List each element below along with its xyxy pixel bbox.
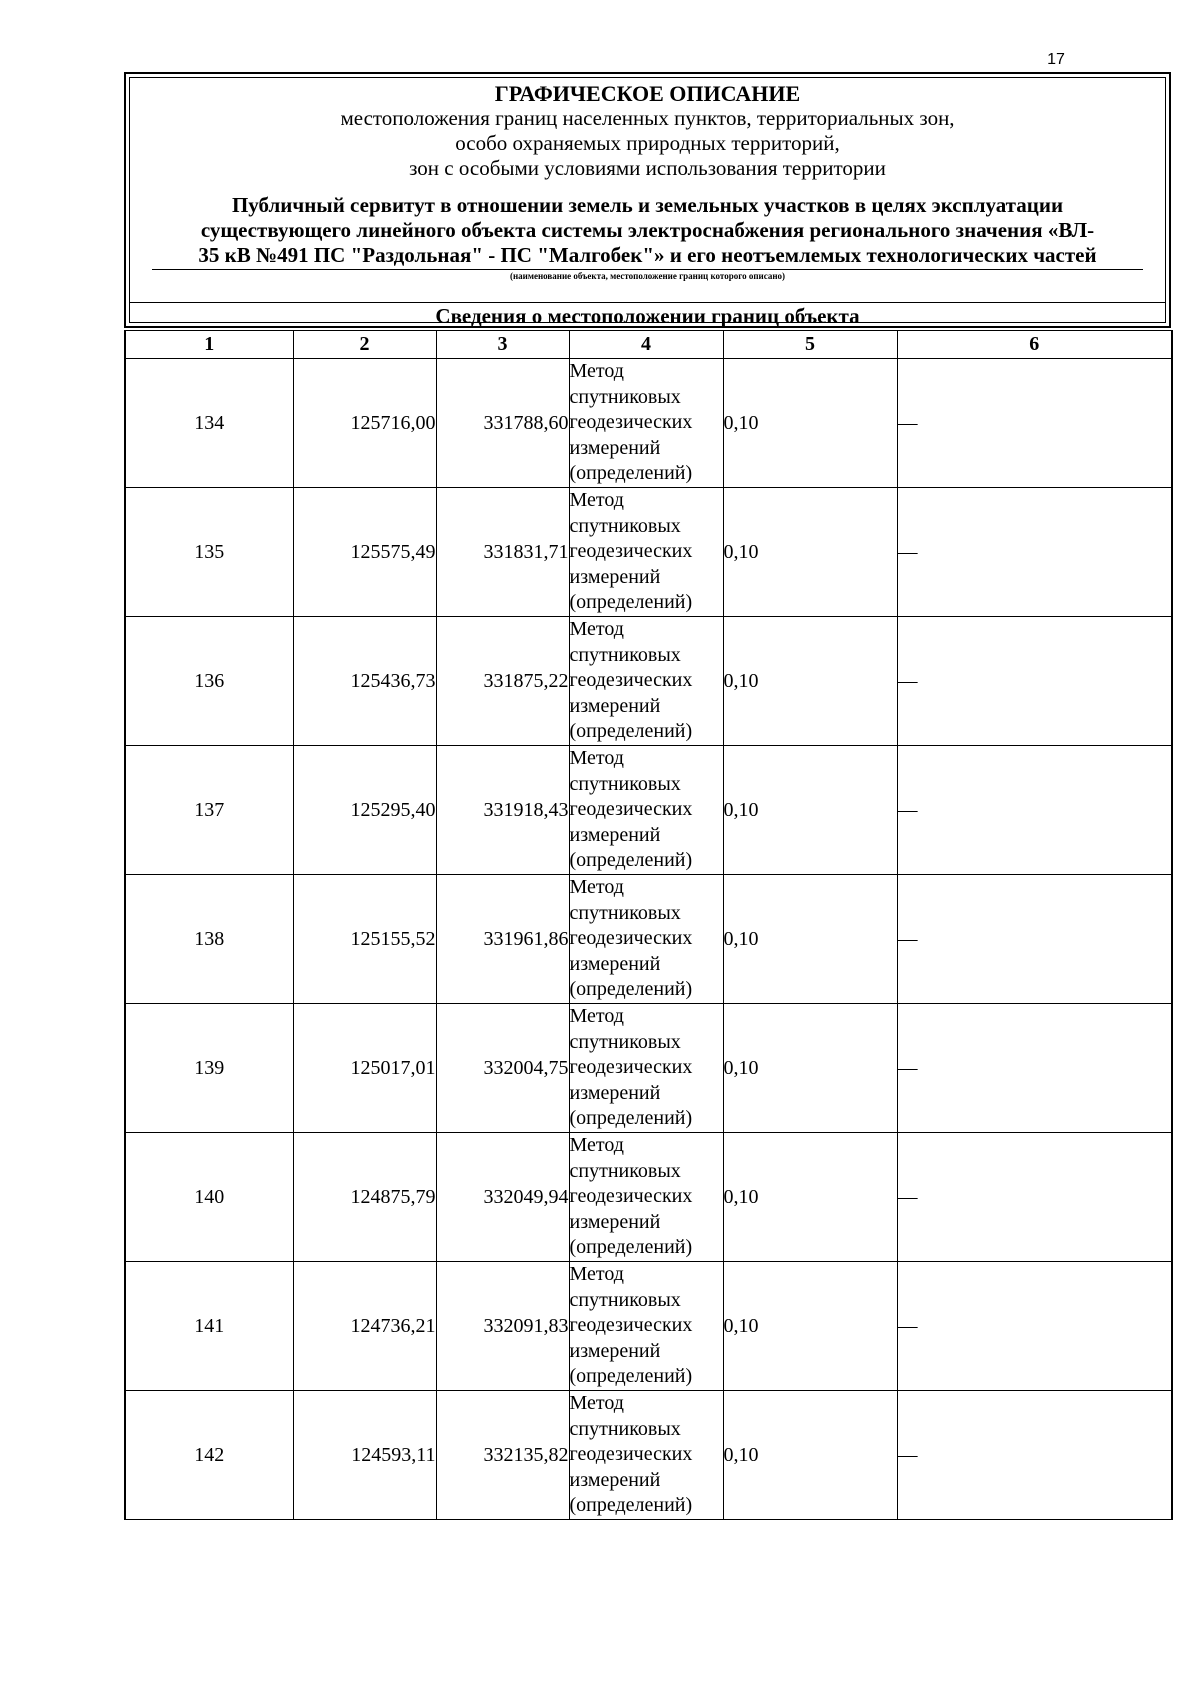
method-line: геодезических <box>569 1314 693 1337</box>
x-coordinate-cell: 125017,01 <box>293 1004 436 1133</box>
point-number-cell: 135 <box>125 488 293 617</box>
y-coordinate-cell: 331961,86 <box>436 875 569 1004</box>
method-line: геодезических <box>569 1443 693 1466</box>
method-line: спутниковых <box>569 514 681 537</box>
description-cell: — <box>897 1262 1172 1391</box>
point-number-cell: 136 <box>125 617 293 746</box>
accuracy-cell: 0,10 <box>723 1133 897 1262</box>
table-body <box>125 359 1172 1520</box>
method-line: Метод <box>569 489 624 512</box>
method-line: геодезических <box>569 1185 693 1208</box>
method-line: измерений <box>569 1210 661 1233</box>
method-line: (определений) <box>569 1494 693 1517</box>
description-cell: — <box>897 617 1172 746</box>
table-row <box>125 488 1172 617</box>
table-row <box>125 1391 1172 1520</box>
header-frame <box>124 72 1171 328</box>
accuracy-cell: 0,10 <box>723 1004 897 1133</box>
method-line: (определений) <box>569 591 693 614</box>
method-cell <box>569 1262 723 1391</box>
x-coordinate-cell: 124736,21 <box>293 1262 436 1391</box>
x-coordinate-cell: 124593,11 <box>293 1391 436 1520</box>
accuracy-cell: 0,10 <box>723 1391 897 1520</box>
x-coordinate-cell: 125436,73 <box>293 617 436 746</box>
object-name <box>152 193 1143 268</box>
column-header-2: 2 <box>293 331 436 359</box>
y-coordinate-cell: 332135,82 <box>436 1391 569 1520</box>
y-coordinate-cell: 332091,83 <box>436 1262 569 1391</box>
table-row <box>125 617 1172 746</box>
column-header-5: 5 <box>723 331 897 359</box>
description-cell: — <box>897 1004 1172 1133</box>
method-line: (определений) <box>569 1236 693 1259</box>
method-line: (определений) <box>569 1107 693 1130</box>
x-coordinate-cell: 124875,79 <box>293 1133 436 1262</box>
method-line: геодезических <box>569 798 693 821</box>
accuracy-cell: 0,10 <box>723 1262 897 1391</box>
method-cell <box>569 1391 723 1520</box>
accuracy-cell: 0,10 <box>723 875 897 1004</box>
x-coordinate-cell: 125716,00 <box>293 359 436 488</box>
subtitle-line: местоположения границ населенных пунктов, территориальных зон, <box>340 106 955 130</box>
method-line: спутниковых <box>569 772 681 795</box>
point-number-cell: 134 <box>125 359 293 488</box>
method-cell <box>569 617 723 746</box>
description-cell: — <box>897 1391 1172 1520</box>
accuracy-cell: 0,10 <box>723 488 897 617</box>
y-coordinate-cell: 331875,22 <box>436 617 569 746</box>
method-line: геодезических <box>569 1056 693 1079</box>
point-number-cell: 142 <box>125 1391 293 1520</box>
method-line: Метод <box>569 1392 624 1415</box>
method-line: геодезических <box>569 540 693 563</box>
method-line: геодезических <box>569 669 693 692</box>
method-line: спутниковых <box>569 901 681 924</box>
table-row <box>125 1004 1172 1133</box>
object-name-line: Публичный сервитут в отношении земель и земельных участков в целях эксплуатации <box>231 193 1064 217</box>
point-number-cell: 139 <box>125 1004 293 1133</box>
point-number-cell: 141 <box>125 1262 293 1391</box>
y-coordinate-cell: 331831,71 <box>436 488 569 617</box>
method-line: спутниковых <box>569 1030 681 1053</box>
method-cell <box>569 875 723 1004</box>
method-line: измерений <box>569 952 661 975</box>
method-line: измерений <box>569 694 661 717</box>
method-line: измерений <box>569 1081 661 1104</box>
y-coordinate-cell: 331918,43 <box>436 746 569 875</box>
object-caption: (наименование объекта, местоположение границ которого описано) <box>509 271 786 281</box>
document-subtitle <box>130 106 1165 181</box>
method-cell <box>569 1004 723 1133</box>
subtitle-line: особо охраняемых природных территорий, <box>455 131 840 155</box>
method-line: (определений) <box>569 462 693 485</box>
method-cell <box>569 488 723 617</box>
method-line: спутниковых <box>569 643 681 666</box>
column-header-1: 1 <box>125 331 293 359</box>
table-row <box>125 746 1172 875</box>
method-line: (определений) <box>569 720 693 743</box>
method-line: Метод <box>569 360 624 383</box>
description-cell: — <box>897 488 1172 617</box>
method-line: измерений <box>569 1339 661 1362</box>
method-line: Метод <box>569 747 624 770</box>
column-header-6: 6 <box>897 331 1172 359</box>
table-row <box>125 359 1172 488</box>
point-number-cell: 140 <box>125 1133 293 1262</box>
coordinates-table <box>124 330 1173 1520</box>
table-row <box>125 1133 1172 1262</box>
table-row <box>125 875 1172 1004</box>
point-number-cell: 137 <box>125 746 293 875</box>
method-line: измерений <box>569 436 661 459</box>
x-coordinate-cell: 125575,49 <box>293 488 436 617</box>
y-coordinate-cell: 331788,60 <box>436 359 569 488</box>
method-line: измерений <box>569 565 661 588</box>
section-divider <box>130 302 1165 303</box>
page-number: 17 <box>1047 51 1065 68</box>
method-line: спутниковых <box>569 1288 681 1311</box>
method-line: Метод <box>569 618 624 641</box>
section-title: Сведения о местоположении границ объекта <box>435 304 860 328</box>
x-coordinate-cell: 125155,52 <box>293 875 436 1004</box>
description-cell: — <box>897 359 1172 488</box>
method-line: спутниковых <box>569 1417 681 1440</box>
method-line: (определений) <box>569 849 693 872</box>
object-name-underline <box>152 269 1143 270</box>
method-line: Метод <box>569 1263 624 1286</box>
subtitle-line: зон с особыми условиями использования территории <box>409 156 886 180</box>
method-line: измерений <box>569 823 661 846</box>
method-line: Метод <box>569 1005 624 1028</box>
method-line: спутниковых <box>569 385 681 408</box>
y-coordinate-cell: 332004,75 <box>436 1004 569 1133</box>
object-name-line: существующего линейного объекта системы электроснабжения регионального значения «ВЛ- <box>200 218 1095 242</box>
x-coordinate-cell: 125295,40 <box>293 746 436 875</box>
table-row <box>125 1262 1172 1391</box>
column-header-3: 3 <box>436 331 569 359</box>
column-header-4: 4 <box>569 331 723 359</box>
point-number-cell: 138 <box>125 875 293 1004</box>
method-cell <box>569 359 723 488</box>
method-line: (определений) <box>569 978 693 1001</box>
method-line: измерений <box>569 1468 661 1491</box>
document-title: ГРАФИЧЕСКОЕ ОПИСАНИЕ <box>494 81 801 106</box>
y-coordinate-cell: 332049,94 <box>436 1133 569 1262</box>
method-cell <box>569 1133 723 1262</box>
method-line: спутниковых <box>569 1159 681 1182</box>
method-line: (определений) <box>569 1365 693 1388</box>
header-frame-inner <box>129 77 1166 328</box>
description-cell: — <box>897 746 1172 875</box>
method-line: Метод <box>569 876 624 899</box>
table-header-row <box>125 331 1172 359</box>
method-cell <box>569 746 723 875</box>
method-line: Метод <box>569 1134 624 1157</box>
object-name-line: 35 кВ №491 ПС "Раздольная" - ПС "Малгобек"» и его неотъемлемых технологических частей <box>198 243 1097 267</box>
method-line: геодезических <box>569 411 693 434</box>
accuracy-cell: 0,10 <box>723 617 897 746</box>
method-line: геодезических <box>569 927 693 950</box>
description-cell: — <box>897 1133 1172 1262</box>
accuracy-cell: 0,10 <box>723 359 897 488</box>
description-cell: — <box>897 875 1172 1004</box>
accuracy-cell: 0,10 <box>723 746 897 875</box>
